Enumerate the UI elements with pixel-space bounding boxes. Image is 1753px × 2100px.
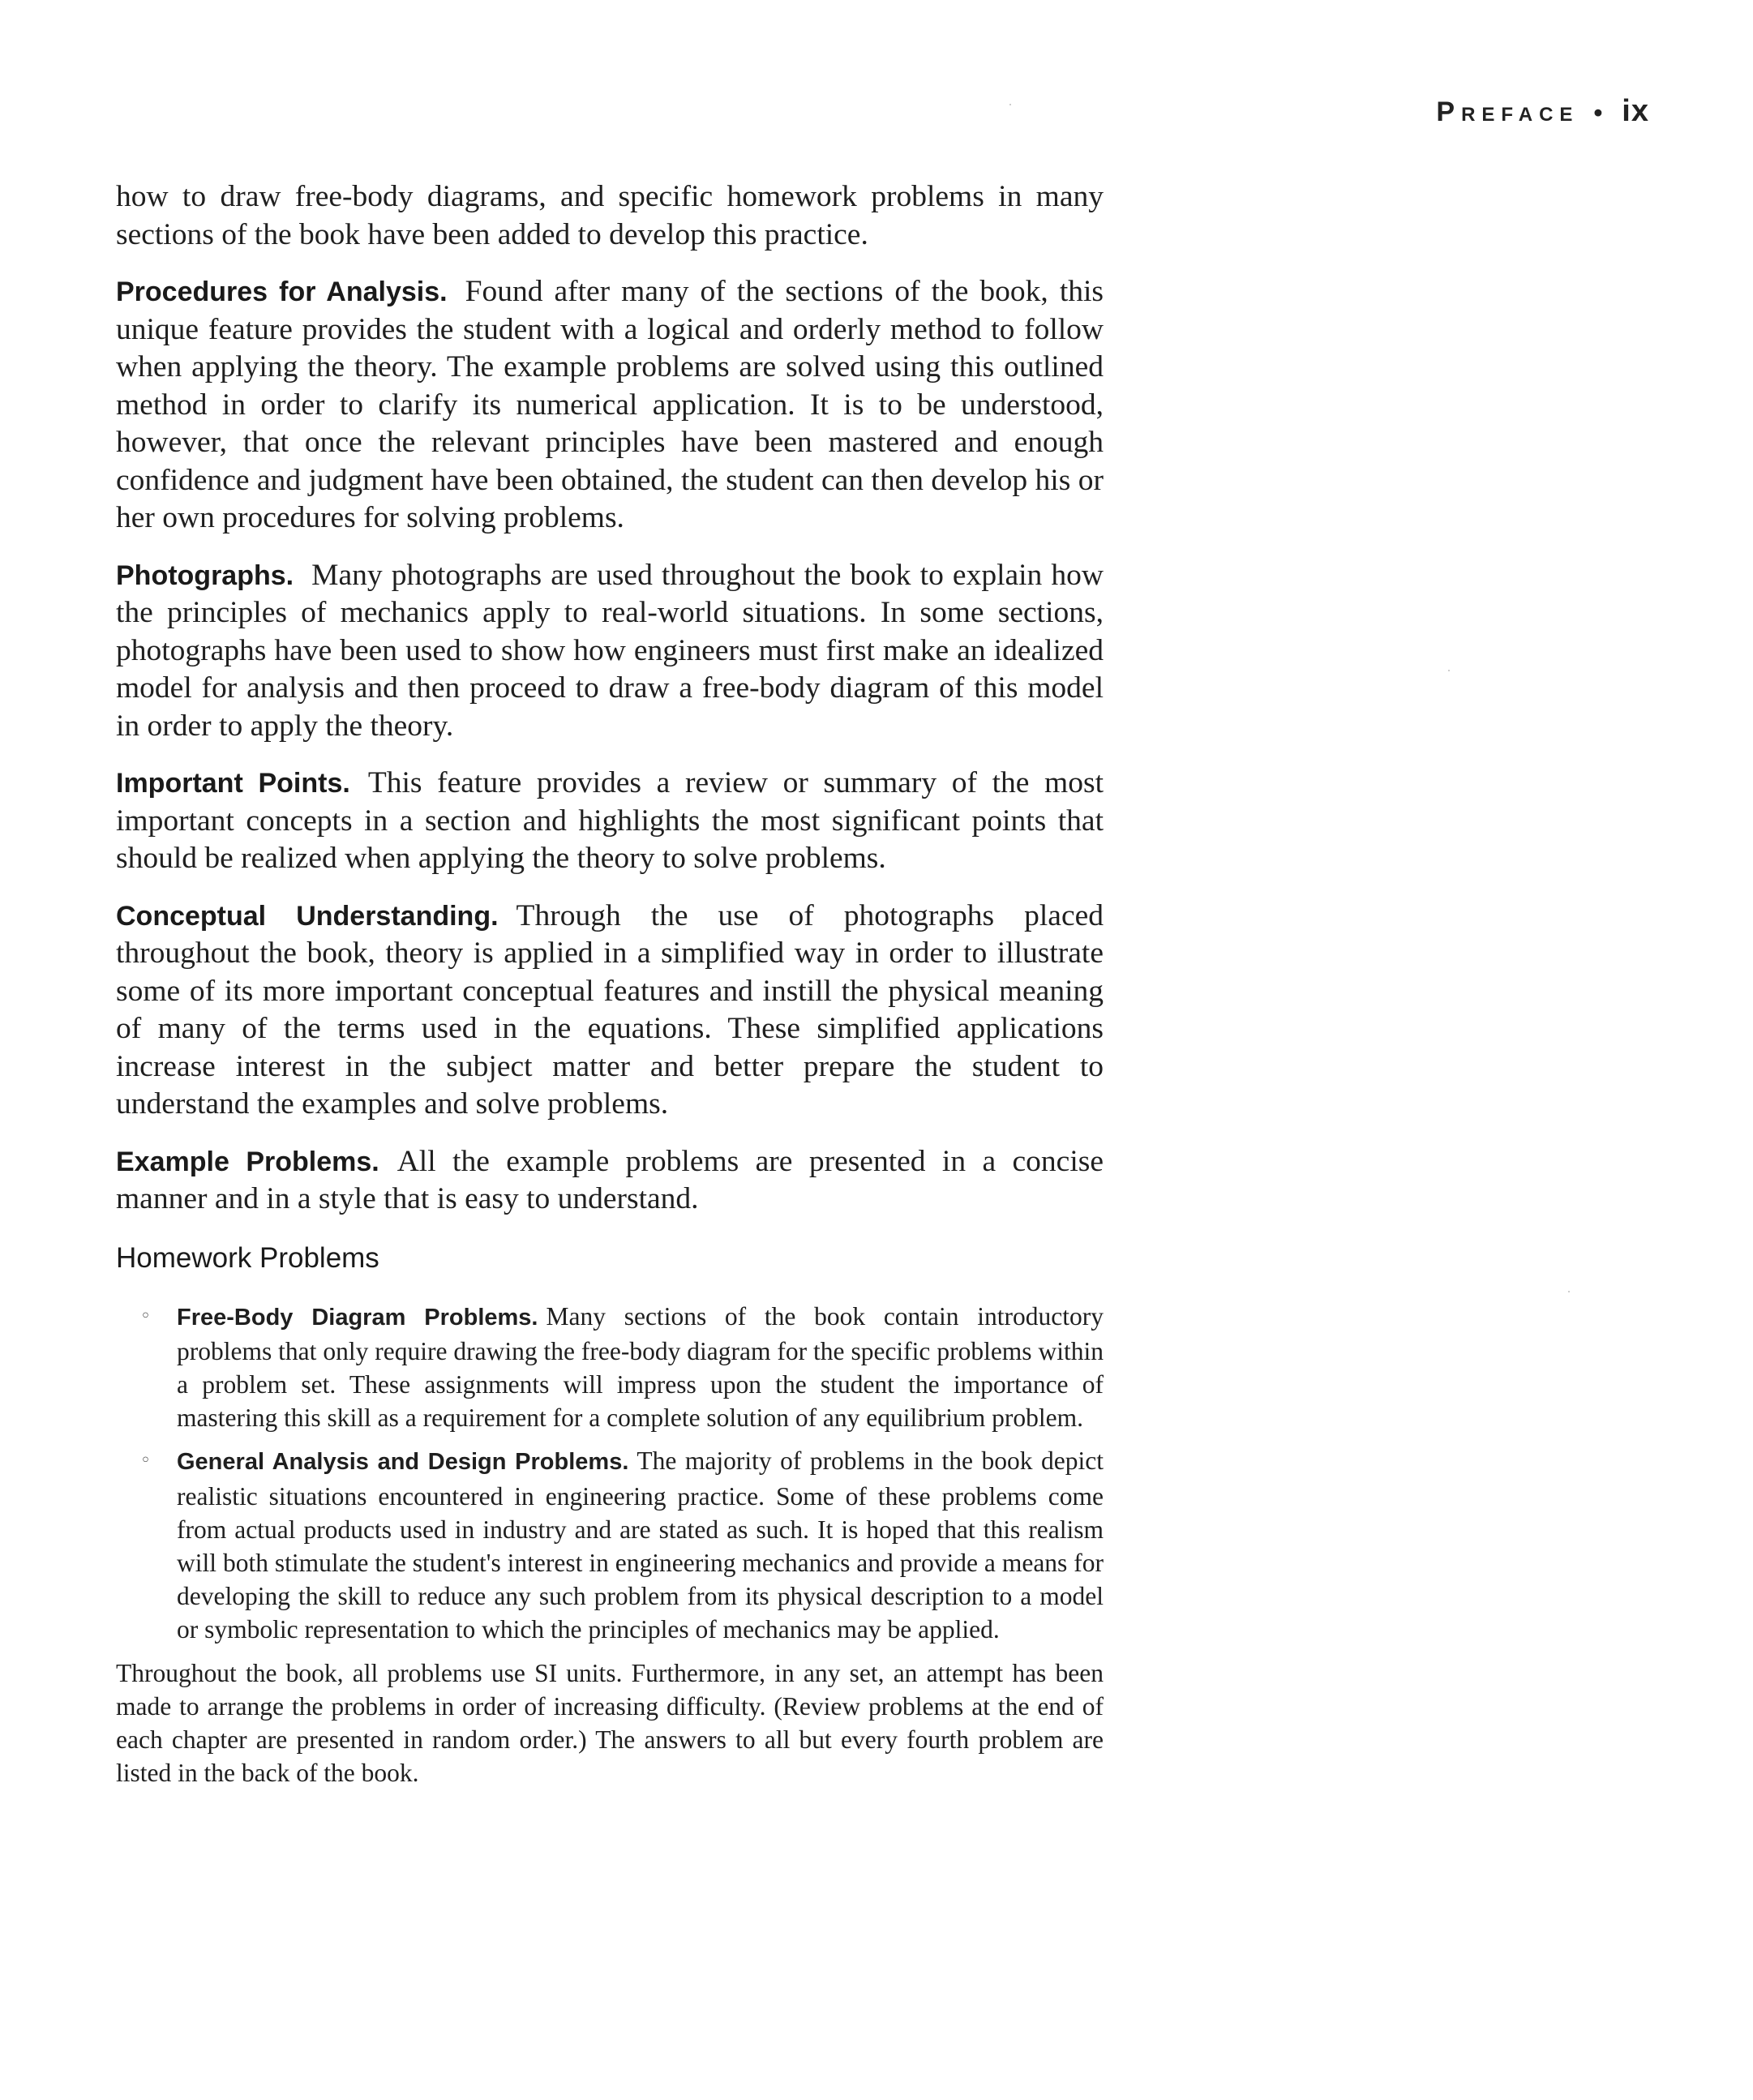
paragraph-conceptual-understanding bbox=[116, 898, 1104, 1124]
running-header-section: Preface bbox=[1436, 96, 1579, 127]
running-header bbox=[1436, 94, 1649, 129]
closing-paragraph: Throughout the book, all problems use SI units. Furthermore, in any set, an attempt has been made to arrange the problems in order of increasing difficulty. (Review problems at the end of each chapter are presented in random order.) The answers to all but every fourth problem are listed in the back of the book. bbox=[116, 1658, 1104, 1788]
run-in-heading: Procedures for Analysis. bbox=[116, 276, 448, 307]
run-in-heading: Photographs. bbox=[116, 559, 294, 591]
homework-problems-list bbox=[116, 1300, 1104, 1647]
scan-speck bbox=[1568, 1291, 1570, 1292]
list-item bbox=[140, 1300, 1104, 1435]
bullet-icon: ◦ bbox=[140, 1451, 151, 1472]
paragraph-text: This feature provides a review or summary of the most important concepts in a section and highlights the most significant points that should be realized when applying the theory to solve problems. bbox=[116, 766, 1104, 875]
paragraph-photographs bbox=[116, 557, 1104, 746]
run-in-heading: Important Points. bbox=[116, 768, 350, 799]
paragraph-example-problems bbox=[116, 1143, 1104, 1219]
paragraph-text: All the example problems are presented in a concise manner and in a style that is easy to understand. bbox=[116, 1144, 1104, 1215]
paragraph-text: Found after many of the sections of the book, this unique feature provides the student with a logical and orderly method to follow when applying the theory. The example problems are solved using this outlined method in order to clarify its numerical application. It is to be understood, however, that once the relevant principles have been mastered and enough confidence and judgment have been obtained, the student can then develop his or her own procedures for solving problems. bbox=[116, 275, 1104, 534]
page-body bbox=[116, 178, 1104, 1789]
paragraph-text: Many photographs are used throughout the book to explain how the principles of mechanics apply to real-world situations. In some sections, photographs have been used to show how engineers must first make an idealized model for analysis and then proceed to draw a free-body diagram of this model in order to apply the theory. bbox=[116, 558, 1104, 743]
bullet-icon: ◦ bbox=[140, 1305, 151, 1326]
intro-paragraph: how to draw free-body diagrams, and specific homework problems in many sections of the book have been added to develop this practice. bbox=[116, 180, 1104, 251]
list-item bbox=[140, 1444, 1104, 1646]
run-in-heading: Conceptual Understanding. bbox=[116, 900, 499, 932]
scan-speck bbox=[1009, 104, 1011, 105]
paragraph-important-points bbox=[116, 765, 1104, 878]
homework-problems-heading: Homework Problems bbox=[116, 1241, 379, 1274]
run-in-heading: Example Problems. bbox=[116, 1146, 379, 1177]
list-item-text: The majority of problems in the book depict realistic situations encountered in engineering practice. Some of these problems come from actual products used in industry and are stated as such. It is hoped that this realism will both stimulate the student's interest in engineering mechanics and provide a means for developing the skill to reduce any such problem from its physical description to a model or symbolic representation to which the principles of mechanics may be applied. bbox=[177, 1446, 1104, 1644]
list-item-text: Many sections of the book contain introductory problems that only require drawing the free-body diagram for the specific problems within a problem set. These assignments will impress upon the student the importance of mastering this skill as a requirement for a complete solution of any equilibrium problem. bbox=[177, 1301, 1104, 1433]
page-number: ix bbox=[1622, 94, 1649, 128]
list-item-title: Free-Body Diagram Problems. bbox=[177, 1304, 538, 1331]
paragraph-procedures-for-analysis bbox=[116, 273, 1104, 538]
running-header-separator: • bbox=[1593, 98, 1605, 126]
list-item-title: General Analysis and Design Problems. bbox=[177, 1449, 629, 1476]
paragraph-text: Through the use of photographs placed throughout the book, theory is applied in a simplified way in order to illustrate some of its more important conceptual features and instill the physical meaning of many of the terms used in the equations. These simplified applications increase interest in the subject matter and better prepare the student to understand the examples and solve problems. bbox=[116, 898, 1104, 1121]
scan-speck bbox=[1448, 670, 1450, 671]
